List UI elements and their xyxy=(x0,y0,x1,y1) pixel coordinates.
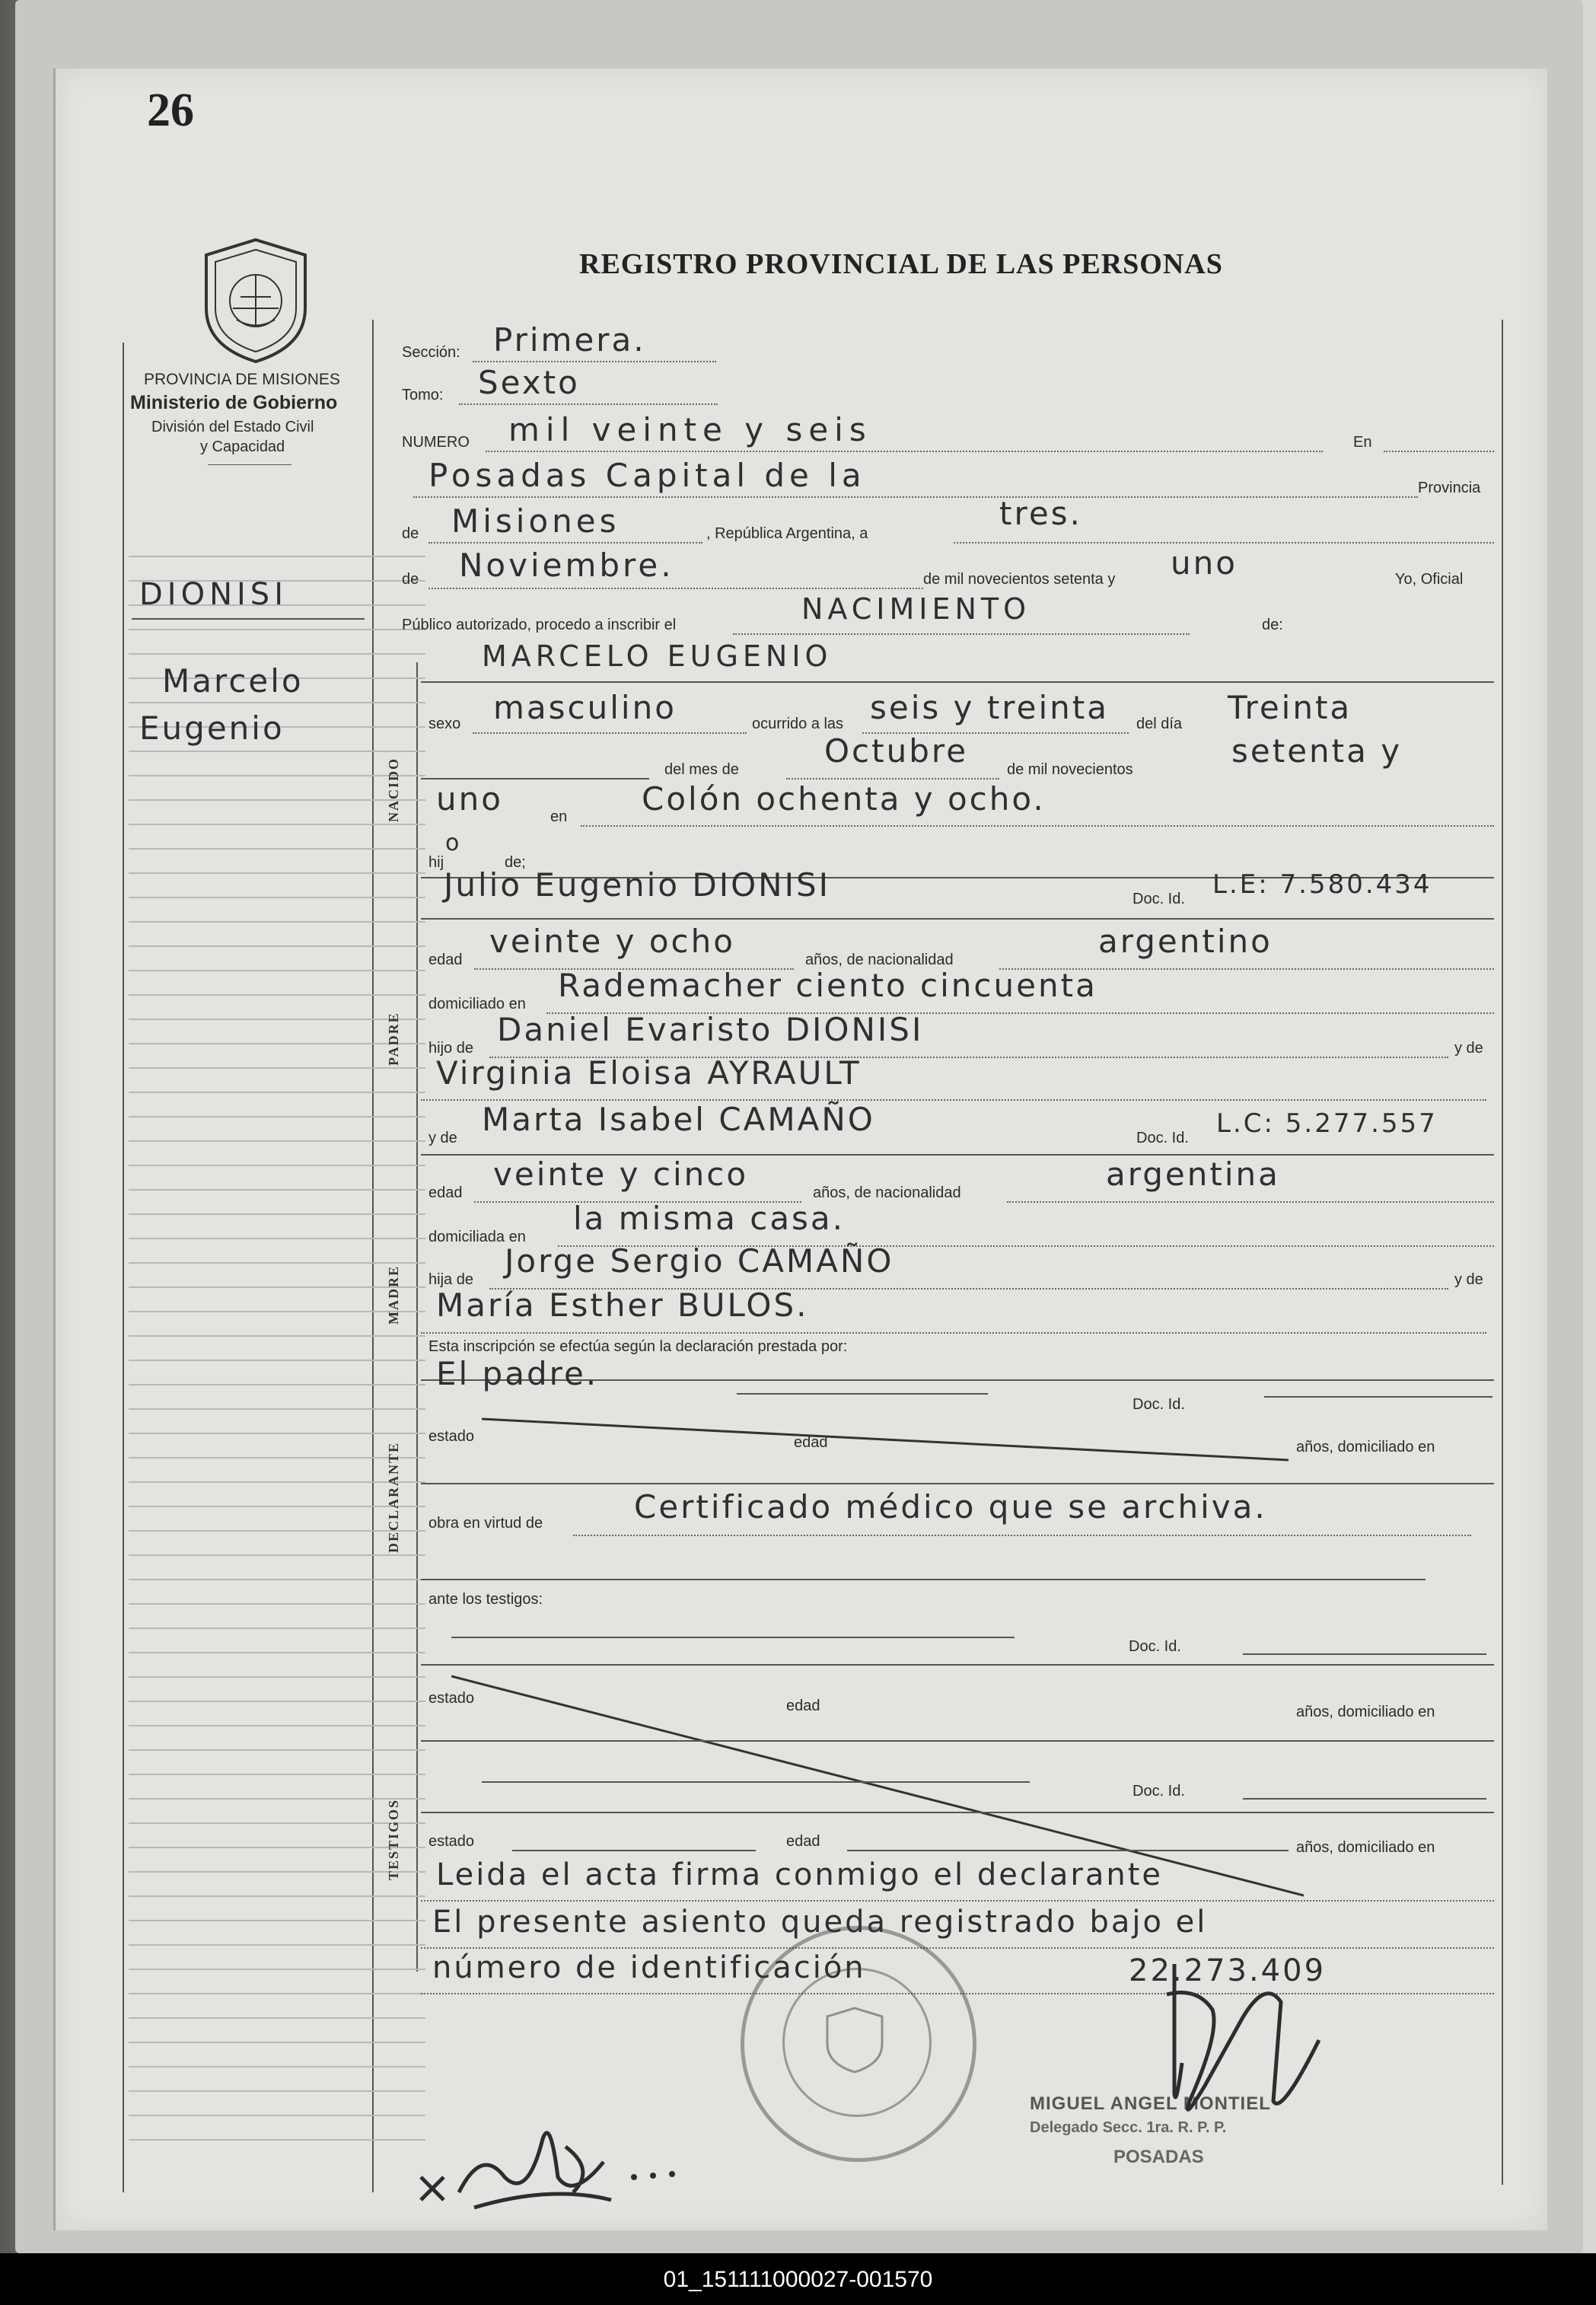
section-label-madre: MADRE xyxy=(386,1265,401,1325)
madre-nac-line xyxy=(1007,1201,1494,1203)
label-republica: , República Argentina, a xyxy=(706,525,868,542)
label-seccion: Sección: xyxy=(402,344,460,361)
label-hija-de-madre: hija de xyxy=(428,1271,473,1288)
lugar-line xyxy=(413,496,1418,498)
value-abuela-pat: Virginia Eloisa AYRAULT xyxy=(436,1054,862,1092)
value-mes-nac: Octubre xyxy=(824,732,969,770)
value-declarante: El padre. xyxy=(436,1355,599,1392)
value-madre-nac: argentina xyxy=(1106,1156,1280,1193)
register-page xyxy=(53,69,1547,2230)
label-y-de-mat: y de xyxy=(1454,1271,1483,1288)
margin-surname: DIONISI xyxy=(139,577,288,612)
label-y-de-madre: y de xyxy=(428,1130,457,1146)
value-seccion: Primera. xyxy=(493,321,646,359)
section-label-padre: PADRE xyxy=(386,1012,401,1066)
margin-given-line2: Eugenio xyxy=(139,709,285,747)
label-en: En xyxy=(1353,434,1372,451)
declarante-blank-line xyxy=(421,1483,1494,1484)
ministry-name: Ministerio de Gobierno xyxy=(130,392,338,413)
official-city-stamp: POSADAS xyxy=(1113,2147,1204,2167)
testigo2-doc-line xyxy=(1243,1798,1486,1800)
declarante-blank xyxy=(737,1393,988,1395)
value-dia-nac: Treinta xyxy=(1228,689,1352,726)
label-estado-declarante: estado xyxy=(428,1428,475,1445)
domicilio-nac-line xyxy=(581,825,1494,827)
label-doc-id-declarante: Doc. Id. xyxy=(1132,1396,1185,1413)
note-line3: número de identificación xyxy=(432,1950,866,1985)
value-acto: NACIMIENTO xyxy=(801,592,1031,626)
label-tomo: Tomo: xyxy=(402,387,444,403)
value-abuelo-pat: Daniel Evaristo DIONISI xyxy=(497,1011,924,1048)
label-del-dia: del día xyxy=(1136,716,1183,732)
value-ano: uno xyxy=(1171,544,1238,582)
value-certificado: Certificado médico que se archiva. xyxy=(634,1488,1267,1526)
value-nombre: MARCELO EUGENIO xyxy=(482,639,833,673)
declarante-strike xyxy=(482,1416,1289,1469)
tomo-line xyxy=(459,403,718,405)
label-ante: ante los testigos: xyxy=(428,1591,543,1608)
blank-before-mes xyxy=(421,778,649,779)
dia-line xyxy=(954,542,1494,544)
official-signature xyxy=(1091,1949,1395,2147)
label-inscripcion: Esta inscripción se efectúa según la declaración prestada por: xyxy=(428,1338,848,1355)
province-name: PROVINCIA DE MISIONES xyxy=(144,371,340,388)
value-tomo: Sexto xyxy=(478,364,580,401)
stamp-emblem-icon xyxy=(824,2006,885,2074)
value-padre-edad: veinte y ocho xyxy=(489,923,735,960)
value-mes: Noviembre. xyxy=(459,547,674,584)
label-de-colon: de: xyxy=(1262,617,1283,633)
label-edad-madre: edad xyxy=(428,1184,463,1201)
label-anos-dom-testigo1: años, domiciliado en xyxy=(1296,1704,1435,1720)
value-ano-nac-b: uno xyxy=(436,780,503,818)
value-hora: seis y treinta xyxy=(870,689,1109,726)
label-de2: de; xyxy=(505,854,526,871)
value-abuela-mat: María Esther BULOS. xyxy=(436,1286,809,1324)
label-edad-testigo1: edad xyxy=(786,1698,820,1714)
label-sexo: sexo xyxy=(428,716,461,732)
section-label-declarante: DECLARANTE xyxy=(386,1441,401,1553)
label-edad-testigo2: edad xyxy=(786,1833,820,1850)
nombre-line xyxy=(421,681,1494,683)
label-obra: obra en virtud de xyxy=(428,1515,543,1532)
division-underline xyxy=(208,464,291,465)
value-sexo: masculino xyxy=(493,689,677,726)
label-anos-nac-madre: años, de nacionalidad xyxy=(813,1184,961,1201)
margin-surname-underline xyxy=(132,618,365,620)
label-publico: Público autorizado, procedo a inscribir el xyxy=(402,617,677,633)
left-margin-border xyxy=(123,343,124,2192)
label-yo-oficial: Yo, Oficial xyxy=(1395,571,1464,588)
value-numero: mil veinte y seis xyxy=(508,411,872,448)
mes-line xyxy=(428,588,923,589)
label-doc-id-testigo1: Doc. Id. xyxy=(1129,1638,1181,1655)
official-name-stamp: MIGUEL ANGEL MONTIEL xyxy=(1030,2093,1271,2114)
section-label-nacido: NACIDO xyxy=(386,757,401,822)
label-anos-dom-testigo2: años, domiciliado en xyxy=(1296,1839,1435,1856)
testigos-top-line xyxy=(421,1664,1494,1666)
label-del-mes: del mes de xyxy=(664,761,739,778)
label-en2: en xyxy=(550,808,568,825)
column-divider xyxy=(372,320,374,2192)
value-lugar: Posadas Capital de la xyxy=(428,457,866,494)
acto-line xyxy=(733,633,1190,635)
province-emblem-icon xyxy=(199,236,313,365)
testigo2-estado-line xyxy=(512,1850,756,1851)
value-padre-dom: Rademacher ciento cincuenta xyxy=(558,967,1097,1004)
value-madre-dom: la misma casa. xyxy=(573,1200,846,1237)
page-number: 26 xyxy=(147,84,194,136)
label-hijo-de-padre: hijo de xyxy=(428,1040,473,1057)
testigo1-blank-line xyxy=(421,1740,1494,1742)
label-doc-id-testigo2: Doc. Id. xyxy=(1132,1783,1185,1800)
sexo-line xyxy=(473,732,747,734)
abuela-mat-line xyxy=(421,1332,1486,1334)
padre-nombre-line xyxy=(421,918,1494,920)
value-madre-doc: L.C: 5.277.557 xyxy=(1216,1108,1438,1139)
en-line xyxy=(1384,451,1494,452)
note-line1: Leida el acta firma conmigo el declarante xyxy=(436,1857,1164,1892)
label-domiciliado-padre: domiciliado en xyxy=(428,996,526,1012)
label-de-mes: de xyxy=(402,571,419,588)
value-madre-nombre: Marta Isabel CAMAÑO xyxy=(482,1101,875,1138)
margin-given-line1: Marcelo xyxy=(162,662,304,700)
value-padre-nombre: Julio Eugenio DIONISI xyxy=(444,866,831,904)
label-numero: NUMERO xyxy=(402,434,470,451)
section-label-divider xyxy=(416,662,418,1972)
value-madre-edad: veinte y cinco xyxy=(493,1156,749,1193)
label-y-de-padre: y de xyxy=(1454,1040,1483,1057)
mes-nac-line xyxy=(786,778,999,779)
certificado-line2 xyxy=(421,1579,1426,1580)
label-doc-id-madre: Doc. Id. xyxy=(1136,1130,1189,1146)
declarant-signature xyxy=(413,2093,733,2215)
seccion-line xyxy=(473,361,716,362)
label-estado-testigo1: estado xyxy=(428,1690,475,1707)
testigo2-edad-line xyxy=(847,1850,1289,1851)
testigo1-doc-line xyxy=(1243,1653,1486,1655)
testigo2-name-line xyxy=(482,1781,1030,1783)
division-line2: y Capacidad xyxy=(200,438,285,455)
label-de-mil2: de mil novecientos xyxy=(1007,761,1133,778)
value-domicilio-nac: Colón ochenta y ocho. xyxy=(642,780,1046,818)
label-anos-nac-padre: años, de nacionalidad xyxy=(805,952,954,968)
label-hij: hij xyxy=(428,854,444,871)
label-edad-padre: edad xyxy=(428,952,463,968)
official-role-stamp: Delegado Secc. 1ra. R. P. P. xyxy=(1030,2119,1227,2136)
note-line2: El presente asiento queda registrado bajo el xyxy=(432,1905,1208,1940)
right-border xyxy=(1502,320,1503,2185)
label-de-prov: de xyxy=(402,525,419,542)
provincia-line xyxy=(428,542,702,544)
declarante-doc-blank xyxy=(1264,1396,1492,1398)
footer-filename: 01_151111000027-001570 xyxy=(663,2267,933,2292)
note-line1-rule xyxy=(421,1900,1494,1902)
numero-line xyxy=(486,451,1323,452)
value-padre-nac: argentino xyxy=(1098,923,1273,960)
label-edad-declarante: edad xyxy=(794,1434,828,1451)
value-hij-suffix: o xyxy=(445,830,462,856)
label-estado-testigo2: estado xyxy=(428,1833,475,1850)
label-ocurrido: ocurrido a las xyxy=(752,716,844,732)
testigo2-top-line xyxy=(421,1812,1494,1813)
testigo1-name-line xyxy=(451,1637,1015,1638)
division-line1: División del Estado Civil xyxy=(151,419,314,435)
value-padre-doc: L.E: 7.580.434 xyxy=(1212,869,1432,900)
label-provincia: Provincia xyxy=(1418,480,1481,496)
value-abuelo-mat: Jorge Sergio CAMAÑO xyxy=(505,1242,894,1280)
label-domiciliada-madre: domiciliada en xyxy=(428,1229,526,1245)
label-doc-id-padre: Doc. Id. xyxy=(1132,891,1185,907)
certificado-line xyxy=(573,1535,1471,1536)
label-de-mil: de mil novecientos setenta y xyxy=(923,571,1116,588)
register-title: REGISTRO PROVINCIAL DE LAS PERSONAS xyxy=(579,248,1223,280)
identification-number: 22.273.409 xyxy=(1129,1953,1327,1988)
label-anos-dom-declarante: años, domiciliado en xyxy=(1296,1439,1435,1455)
value-ano-nac-a: setenta y xyxy=(1231,732,1403,770)
value-dia: tres. xyxy=(999,495,1082,532)
value-provincia: Misiones xyxy=(451,502,620,540)
section-label-testigos: TESTIGOS xyxy=(386,1798,401,1880)
